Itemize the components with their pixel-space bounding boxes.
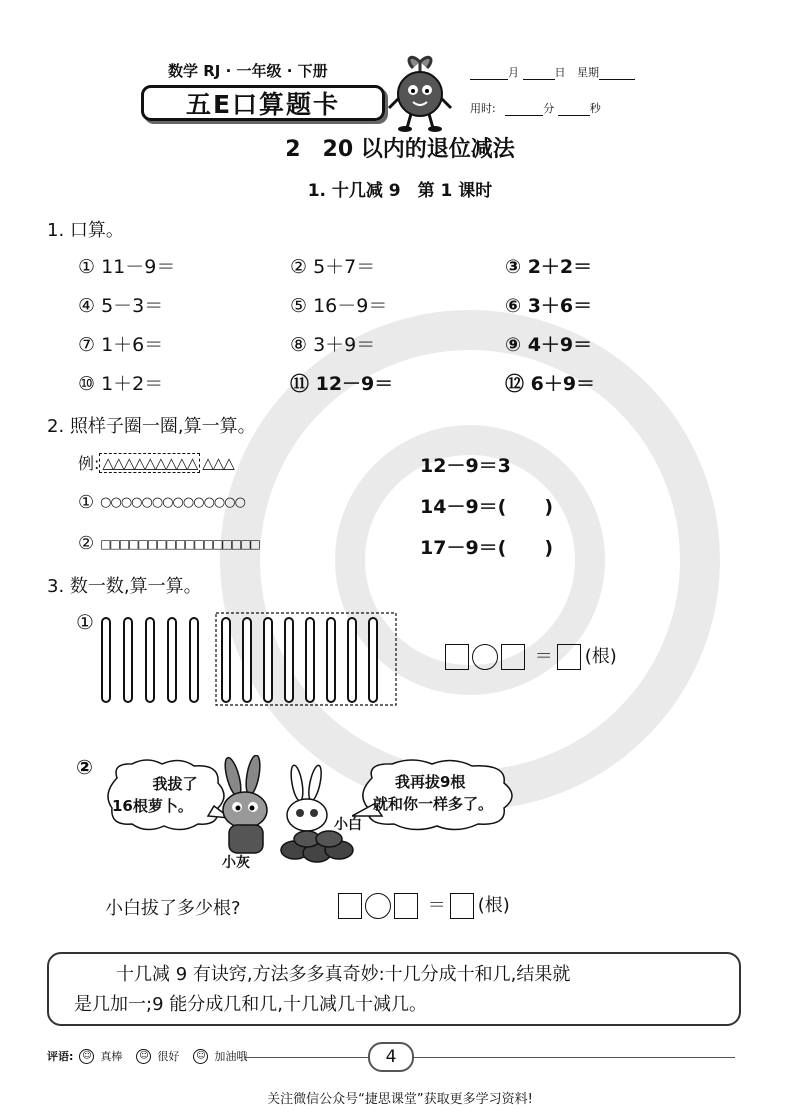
calc-item-2: ② 5＋7＝ bbox=[290, 256, 376, 278]
weekday-label: 星期 bbox=[577, 66, 599, 79]
watermark-seal bbox=[190, 300, 750, 820]
q2-2-equation[interactable]: 17－9＝( ) bbox=[420, 537, 554, 559]
answer-box[interactable] bbox=[394, 893, 418, 919]
bottom-note: 关注微信公众号“捷思课堂”获取更多学习资料! bbox=[267, 1092, 533, 1107]
summary-text bbox=[74, 960, 724, 1020]
calc-item-9: ⑨ 4＋9＝ bbox=[505, 334, 593, 356]
date-line bbox=[470, 64, 635, 80]
name-xiaohui: 小灰 bbox=[222, 855, 250, 871]
second-label: 秒 bbox=[589, 102, 601, 115]
answer-box[interactable] bbox=[450, 893, 474, 919]
calc-item-6: ⑥ 3＋6＝ bbox=[505, 295, 593, 317]
month-label: 月 bbox=[508, 66, 519, 79]
stick-group bbox=[102, 618, 377, 702]
calc-item-11: ⑪ 12－9＝ bbox=[290, 373, 394, 395]
circles-row[interactable]: ○○○○○○○○○○○○○○ bbox=[100, 495, 245, 510]
section3-title: 3. 数一数,算一算。 bbox=[47, 576, 202, 597]
q3-1-unit: (根) bbox=[584, 646, 617, 667]
q3-1-equation bbox=[445, 642, 617, 670]
section2-title: 2. 照样子圈一圈,算一算。 bbox=[47, 416, 256, 437]
calc-item-4: ④ 5－3＝ bbox=[78, 295, 164, 317]
day-label: 日 bbox=[554, 66, 566, 79]
answer-box[interactable] bbox=[501, 644, 525, 670]
smile-face-icon[interactable]: ☺ bbox=[136, 1049, 151, 1064]
time-label: 用时: bbox=[470, 102, 496, 115]
calc-item-7: ⑦ 1＋6＝ bbox=[78, 334, 164, 356]
bubble-right-line2: 就和你一样多了。 bbox=[373, 795, 494, 813]
day-blank[interactable] bbox=[523, 67, 555, 80]
rating-3: 加油哦 bbox=[214, 1050, 248, 1063]
calc-item-3: ③ 2＋2＝ bbox=[505, 256, 593, 278]
example-label: 例: bbox=[78, 454, 100, 473]
q3-2-equation bbox=[338, 891, 510, 919]
operator-circle[interactable] bbox=[472, 644, 498, 670]
footer-divider bbox=[245, 1057, 735, 1058]
lesson-title: 1. 十几减 9 第 1 课时 bbox=[307, 181, 493, 201]
name-xiaobai: 小白 bbox=[334, 817, 362, 833]
minute-label: 分 bbox=[543, 102, 555, 115]
calc-item-8: ⑧ 3＋9＝ bbox=[290, 334, 376, 356]
example-row bbox=[78, 451, 234, 474]
calc-item-5: ⑤ 16－9＝ bbox=[290, 295, 388, 317]
answer-box[interactable] bbox=[557, 644, 581, 670]
month-blank[interactable] bbox=[470, 67, 508, 80]
summary-line-1: 十几减 9 有诀窍,方法多多真奇妙:十几分成十和几,结果就 bbox=[116, 964, 571, 985]
section1-title: 1. 口算。 bbox=[47, 220, 124, 241]
answer-box[interactable] bbox=[445, 644, 469, 670]
q3-2-label: ② bbox=[76, 755, 93, 779]
operator-circle[interactable] bbox=[365, 893, 391, 919]
summary-line-2: 是几加一;9 能分成几和几,十几减几十减几。 bbox=[74, 994, 427, 1015]
radish-mascot-icon bbox=[385, 52, 455, 132]
chapter-title: 2 20 以内的退位减法 bbox=[285, 137, 515, 162]
q2-1-label: ① bbox=[78, 492, 95, 513]
bubble-left-line2: 16根萝卜。 bbox=[112, 797, 193, 815]
time-line bbox=[470, 100, 601, 116]
rating-2: 很好 bbox=[157, 1050, 180, 1063]
subject-line: 数学 RJ · 一年级 · 下册 bbox=[168, 62, 328, 80]
example-remaining-triangles: △△△ bbox=[202, 453, 234, 472]
counting-sticks[interactable] bbox=[98, 612, 398, 707]
title-banner: 五E口算题卡 bbox=[141, 85, 385, 121]
minute-blank[interactable] bbox=[505, 103, 543, 116]
rating-label: 评语: bbox=[47, 1050, 74, 1063]
q3-2-unit: (根) bbox=[477, 895, 510, 916]
q2-2-row bbox=[78, 533, 259, 554]
q2-1-row bbox=[78, 492, 245, 513]
answer-box[interactable] bbox=[338, 893, 362, 919]
thumbs-face-icon[interactable]: ☺ bbox=[79, 1049, 94, 1064]
example-equation: 12－9＝3 bbox=[420, 455, 511, 477]
q2-1-equation[interactable]: 14－9＝( ) bbox=[420, 496, 554, 518]
weekday-blank[interactable] bbox=[599, 67, 635, 80]
squares-row[interactable]: □□□□□□□□□□□□□□□□□ bbox=[100, 536, 259, 551]
second-blank[interactable] bbox=[558, 103, 590, 116]
q3-1-label: ① bbox=[76, 610, 94, 634]
q3-2-prompt: 小白拔了多少根? bbox=[105, 898, 241, 919]
rating-1: 真棒 bbox=[100, 1050, 123, 1063]
calc-item-12: ⑫ 6＋9＝ bbox=[505, 373, 596, 395]
bubble-right-line1: 我再拔9根 bbox=[395, 773, 466, 791]
cheer-face-icon[interactable]: ☺ bbox=[193, 1049, 208, 1064]
calc-item-1: ① 11－9＝ bbox=[78, 256, 176, 278]
equals-sign: ＝ bbox=[534, 646, 553, 667]
rating-bar bbox=[47, 1048, 247, 1064]
example-circled-triangles: △△△△△△△△△ bbox=[99, 453, 200, 473]
bubble-left-line1: 我拔了 bbox=[152, 775, 198, 793]
calc-item-10: ⑩ 1＋2＝ bbox=[78, 373, 164, 395]
q2-2-label: ② bbox=[78, 533, 95, 554]
page-number: 4 bbox=[368, 1042, 414, 1072]
equals-sign: ＝ bbox=[427, 895, 446, 916]
